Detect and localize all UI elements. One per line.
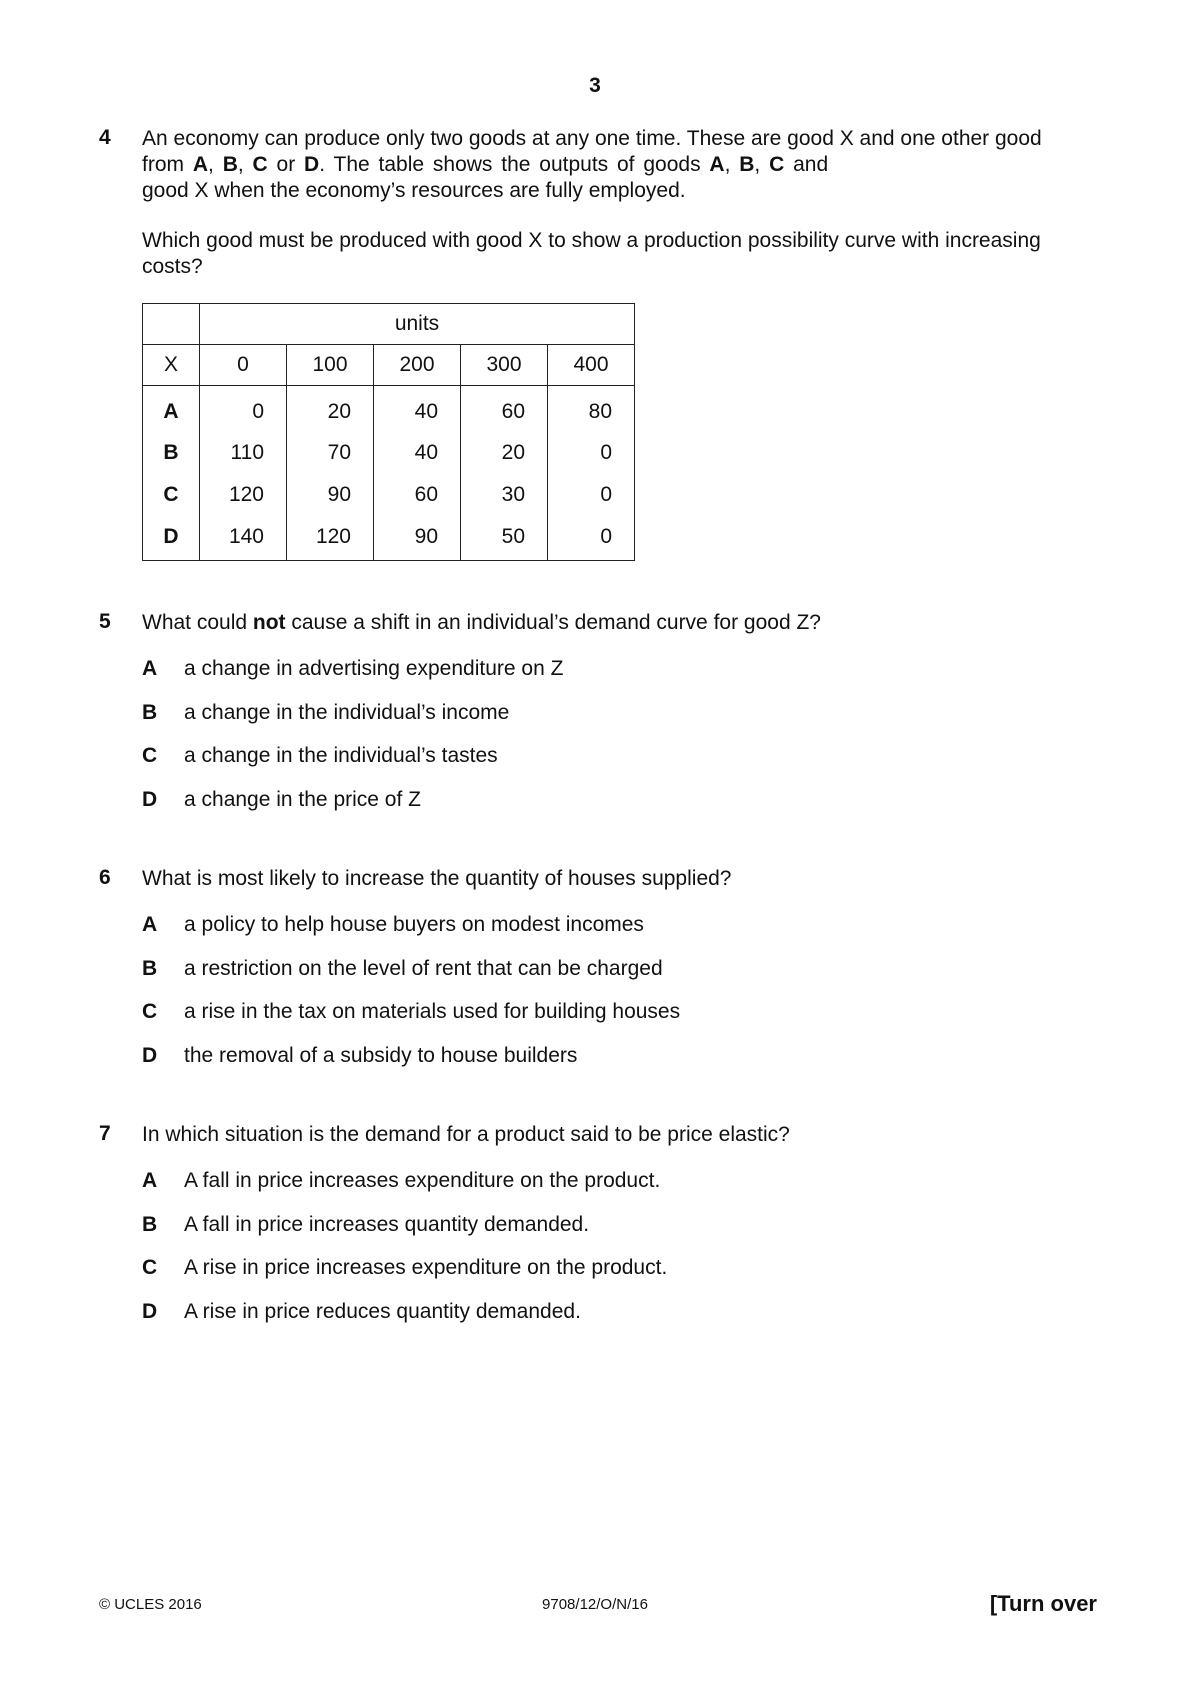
table-cell: 70	[287, 432, 374, 474]
option-text: a change in the individual’s tastes	[184, 744, 498, 767]
table-cell: 20	[461, 432, 548, 474]
row-label: A	[143, 386, 200, 433]
option-text: a rise in the tax on materials used for building houses	[184, 1000, 681, 1023]
text-fragment: cause a shift in an individual’s demand curve for good Z?	[285, 611, 821, 634]
table-cell: 60	[374, 474, 461, 516]
option-letter: B	[142, 701, 158, 724]
x-value: 300	[461, 345, 548, 386]
text-fragment: or	[267, 153, 305, 176]
table-cell: 90	[374, 516, 461, 561]
option-ref: B	[222, 153, 238, 176]
question-number: 4	[99, 126, 111, 149]
option-letter: C	[142, 744, 158, 767]
option-text: a change in the price of Z	[184, 788, 421, 811]
stem-line-3: good X when the economy’s resources are fully employed.	[142, 179, 686, 202]
option-letter: A	[142, 657, 158, 680]
question-number: 6	[99, 866, 111, 889]
row-label: B	[143, 432, 200, 474]
text-fragment: and	[784, 153, 829, 176]
stem-text: In which situation is the demand for a product said to be price elastic?	[142, 1123, 790, 1146]
table-cell: 30	[461, 474, 548, 516]
x-value: 200	[374, 345, 461, 386]
option-letter: D	[142, 788, 158, 811]
option-ref: C	[252, 153, 268, 176]
text-fragment: from	[142, 153, 193, 176]
question-number: 7	[99, 1122, 111, 1145]
text-fragment: ,	[724, 153, 740, 176]
table-cell: 90	[287, 474, 374, 516]
row-label: D	[143, 516, 200, 561]
text-fragment: . The table shows the outputs of goods	[319, 153, 710, 176]
stem-line-1: An economy can produce only two goods at any one time. These are good X and one other good	[142, 127, 1042, 150]
option-text: A rise in price increases expenditure on the product.	[184, 1256, 668, 1279]
prompt-line-2: costs?	[142, 255, 203, 278]
question-stem	[142, 610, 1097, 636]
emphasis-not: not	[252, 611, 286, 634]
table-cell: 20	[287, 386, 374, 433]
option-letter: B	[142, 1213, 158, 1236]
option-ref: A	[709, 153, 725, 176]
output-table	[142, 303, 635, 561]
page-number: 3	[589, 74, 601, 97]
option-letter: A	[142, 1169, 158, 1192]
table-cell: 0	[548, 432, 635, 474]
table-cell: 120	[200, 474, 287, 516]
table-cell: 0	[548, 474, 635, 516]
option-text: the removal of a subsidy to house builders	[184, 1044, 578, 1067]
option-text: a policy to help house buyers on modest incomes	[184, 913, 644, 936]
table-header-row	[143, 304, 635, 345]
table-cell: 40	[374, 386, 461, 433]
footer-turn-over: [Turn over	[989, 1591, 1097, 1616]
option-ref: D	[304, 153, 320, 176]
text-fragment: ,	[237, 153, 253, 176]
option-letter: D	[142, 1044, 158, 1067]
units-header: units	[200, 304, 635, 345]
footer-copyright: © UCLES 2016	[99, 1596, 202, 1613]
x-value: 0	[200, 345, 287, 386]
table-cell: 40	[374, 432, 461, 474]
table-cell: 0	[548, 516, 635, 561]
prompt-line-1: Which good must be produced with good X to show a production possibility curve with increasing	[142, 229, 1041, 252]
option-text: A fall in price increases quantity demanded.	[184, 1213, 590, 1236]
table-cell: 50	[461, 516, 548, 561]
option-ref: A	[192, 153, 209, 176]
option-text: a change in the individual’s income	[184, 701, 510, 724]
stem-line-2	[142, 152, 1097, 178]
text-fragment: ,	[754, 153, 770, 176]
option-text: A fall in price increases expenditure on the product.	[184, 1169, 661, 1192]
question-stem	[142, 126, 1097, 280]
row-label-x: X	[143, 345, 200, 386]
table-cell: 0	[200, 386, 287, 433]
question-stem	[142, 866, 1097, 892]
row-label: C	[143, 474, 200, 516]
table-row-a	[143, 386, 635, 433]
x-value: 400	[548, 345, 635, 386]
table-cell: 60	[461, 386, 548, 433]
table-row-c	[143, 474, 635, 516]
option-letter: B	[142, 957, 158, 980]
table-cell: 110	[200, 432, 287, 474]
text-fragment: What could	[142, 611, 253, 634]
table-cell: 80	[548, 386, 635, 433]
option-letter: D	[142, 1300, 158, 1323]
question-stem	[142, 1122, 1097, 1148]
option-letter: C	[142, 1000, 158, 1023]
option-ref: C	[769, 153, 785, 176]
option-letter: C	[142, 1256, 158, 1279]
option-letter: A	[142, 913, 158, 936]
table-cell: 140	[200, 516, 287, 561]
table-row-b	[143, 432, 635, 474]
option-text: a change in advertising expenditure on Z	[184, 657, 564, 680]
table-cell: 120	[287, 516, 374, 561]
x-value: 100	[287, 345, 374, 386]
stem-text: What is most likely to increase the quantity of houses supplied?	[142, 867, 732, 890]
table-row-x	[143, 345, 635, 386]
option-text: A rise in price reduces quantity demanded.	[184, 1300, 581, 1323]
option-ref: B	[739, 153, 755, 176]
footer-paper-code: 9708/12/O/N/16	[542, 1596, 648, 1613]
text-fragment: ,	[208, 153, 223, 176]
question-number: 5	[99, 610, 111, 633]
table-row-d	[143, 516, 635, 561]
option-text: a restriction on the level of rent that can be charged	[184, 957, 663, 980]
table-corner-cell	[143, 304, 200, 345]
